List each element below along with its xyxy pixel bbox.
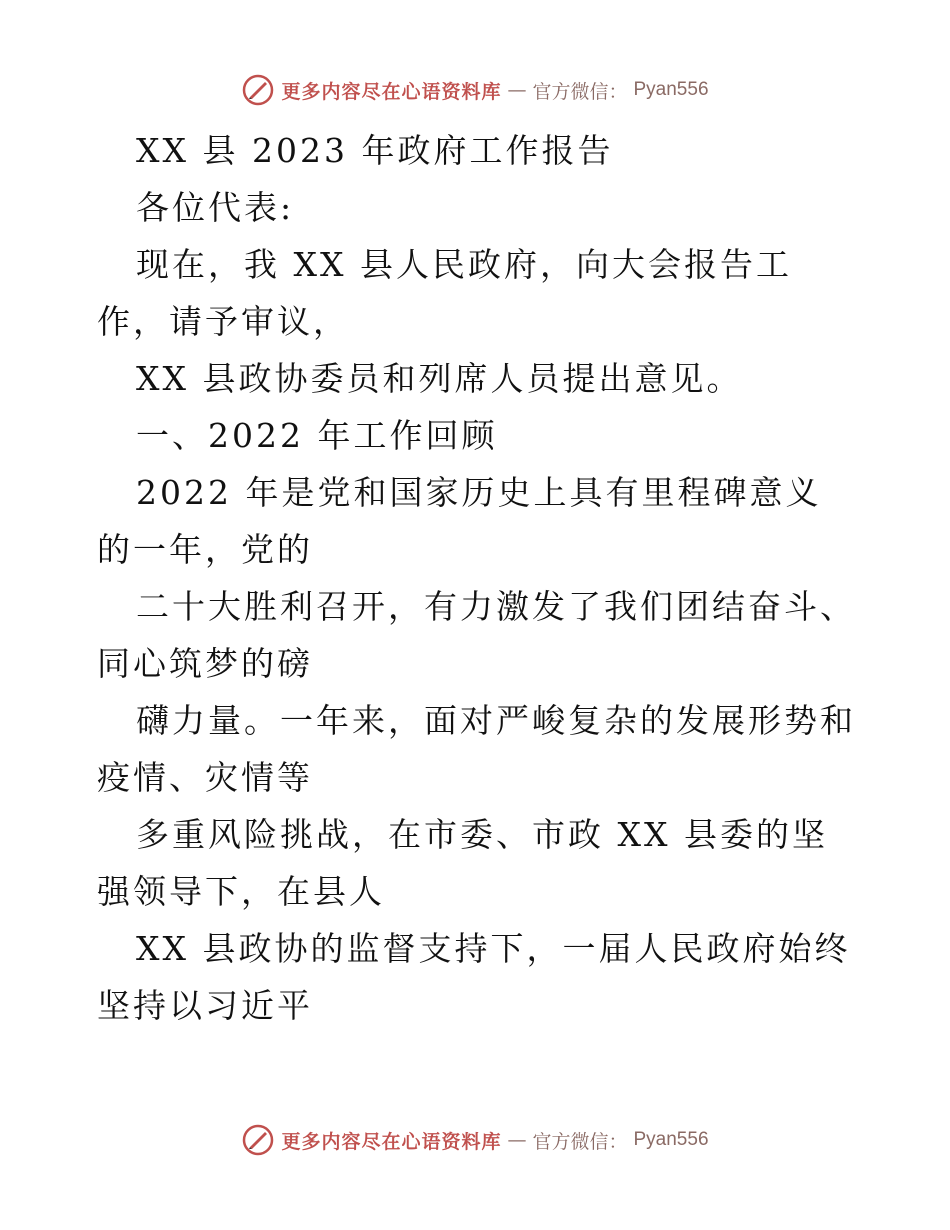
body-paragraph: 二十大胜利召开，有力激发了我们团结奋斗、同心筑梦的磅 [97,587,856,683]
document-title: XX 县 2023 年政府工作报告 [136,131,614,170]
body-paragraph: 2022 年是党和国家历史上具有里程碑意义的一年，党的 [97,473,822,569]
quill-logo-icon [241,1123,275,1157]
banner-separator: — [507,1129,527,1151]
quill-logo-icon [241,73,275,107]
wechat-label: 官方微信： [532,1130,628,1153]
brand-text: 更多内容尽在心语资料库 [281,80,502,103]
brand-text: 更多内容尽在心语资料库 [281,1130,502,1153]
body-paragraph: 现在，我 XX 县人民政府，向大会报告工作，请予审议， [97,245,792,341]
salutation: 各位代表: [136,188,295,227]
body-paragraph: 礴力量。一年来，面对严峻复杂的发展形势和疫情、灾情等 [97,701,856,797]
section-heading: 一、2022 年工作回顾 [136,416,498,455]
footer-watermark-banner [0,1120,950,1160]
document-body [97,122,857,1034]
banner-separator: — [507,79,527,101]
wechat-handle: Pyan556 [633,1129,709,1150]
header-watermark-banner [0,70,950,110]
wechat-label: 官方微信： [532,80,628,103]
body-paragraph: XX 县政协的监督支持下，一届人民政府始终坚持以习近平 [97,929,851,1025]
wechat-handle: Pyan556 [633,79,709,100]
body-paragraph: 多重风险挑战，在市委、市政 XX 县委的坚强领导下，在县人 [97,815,828,911]
body-paragraph: XX 县政协委员和列席人员提出意见。 [136,359,743,398]
